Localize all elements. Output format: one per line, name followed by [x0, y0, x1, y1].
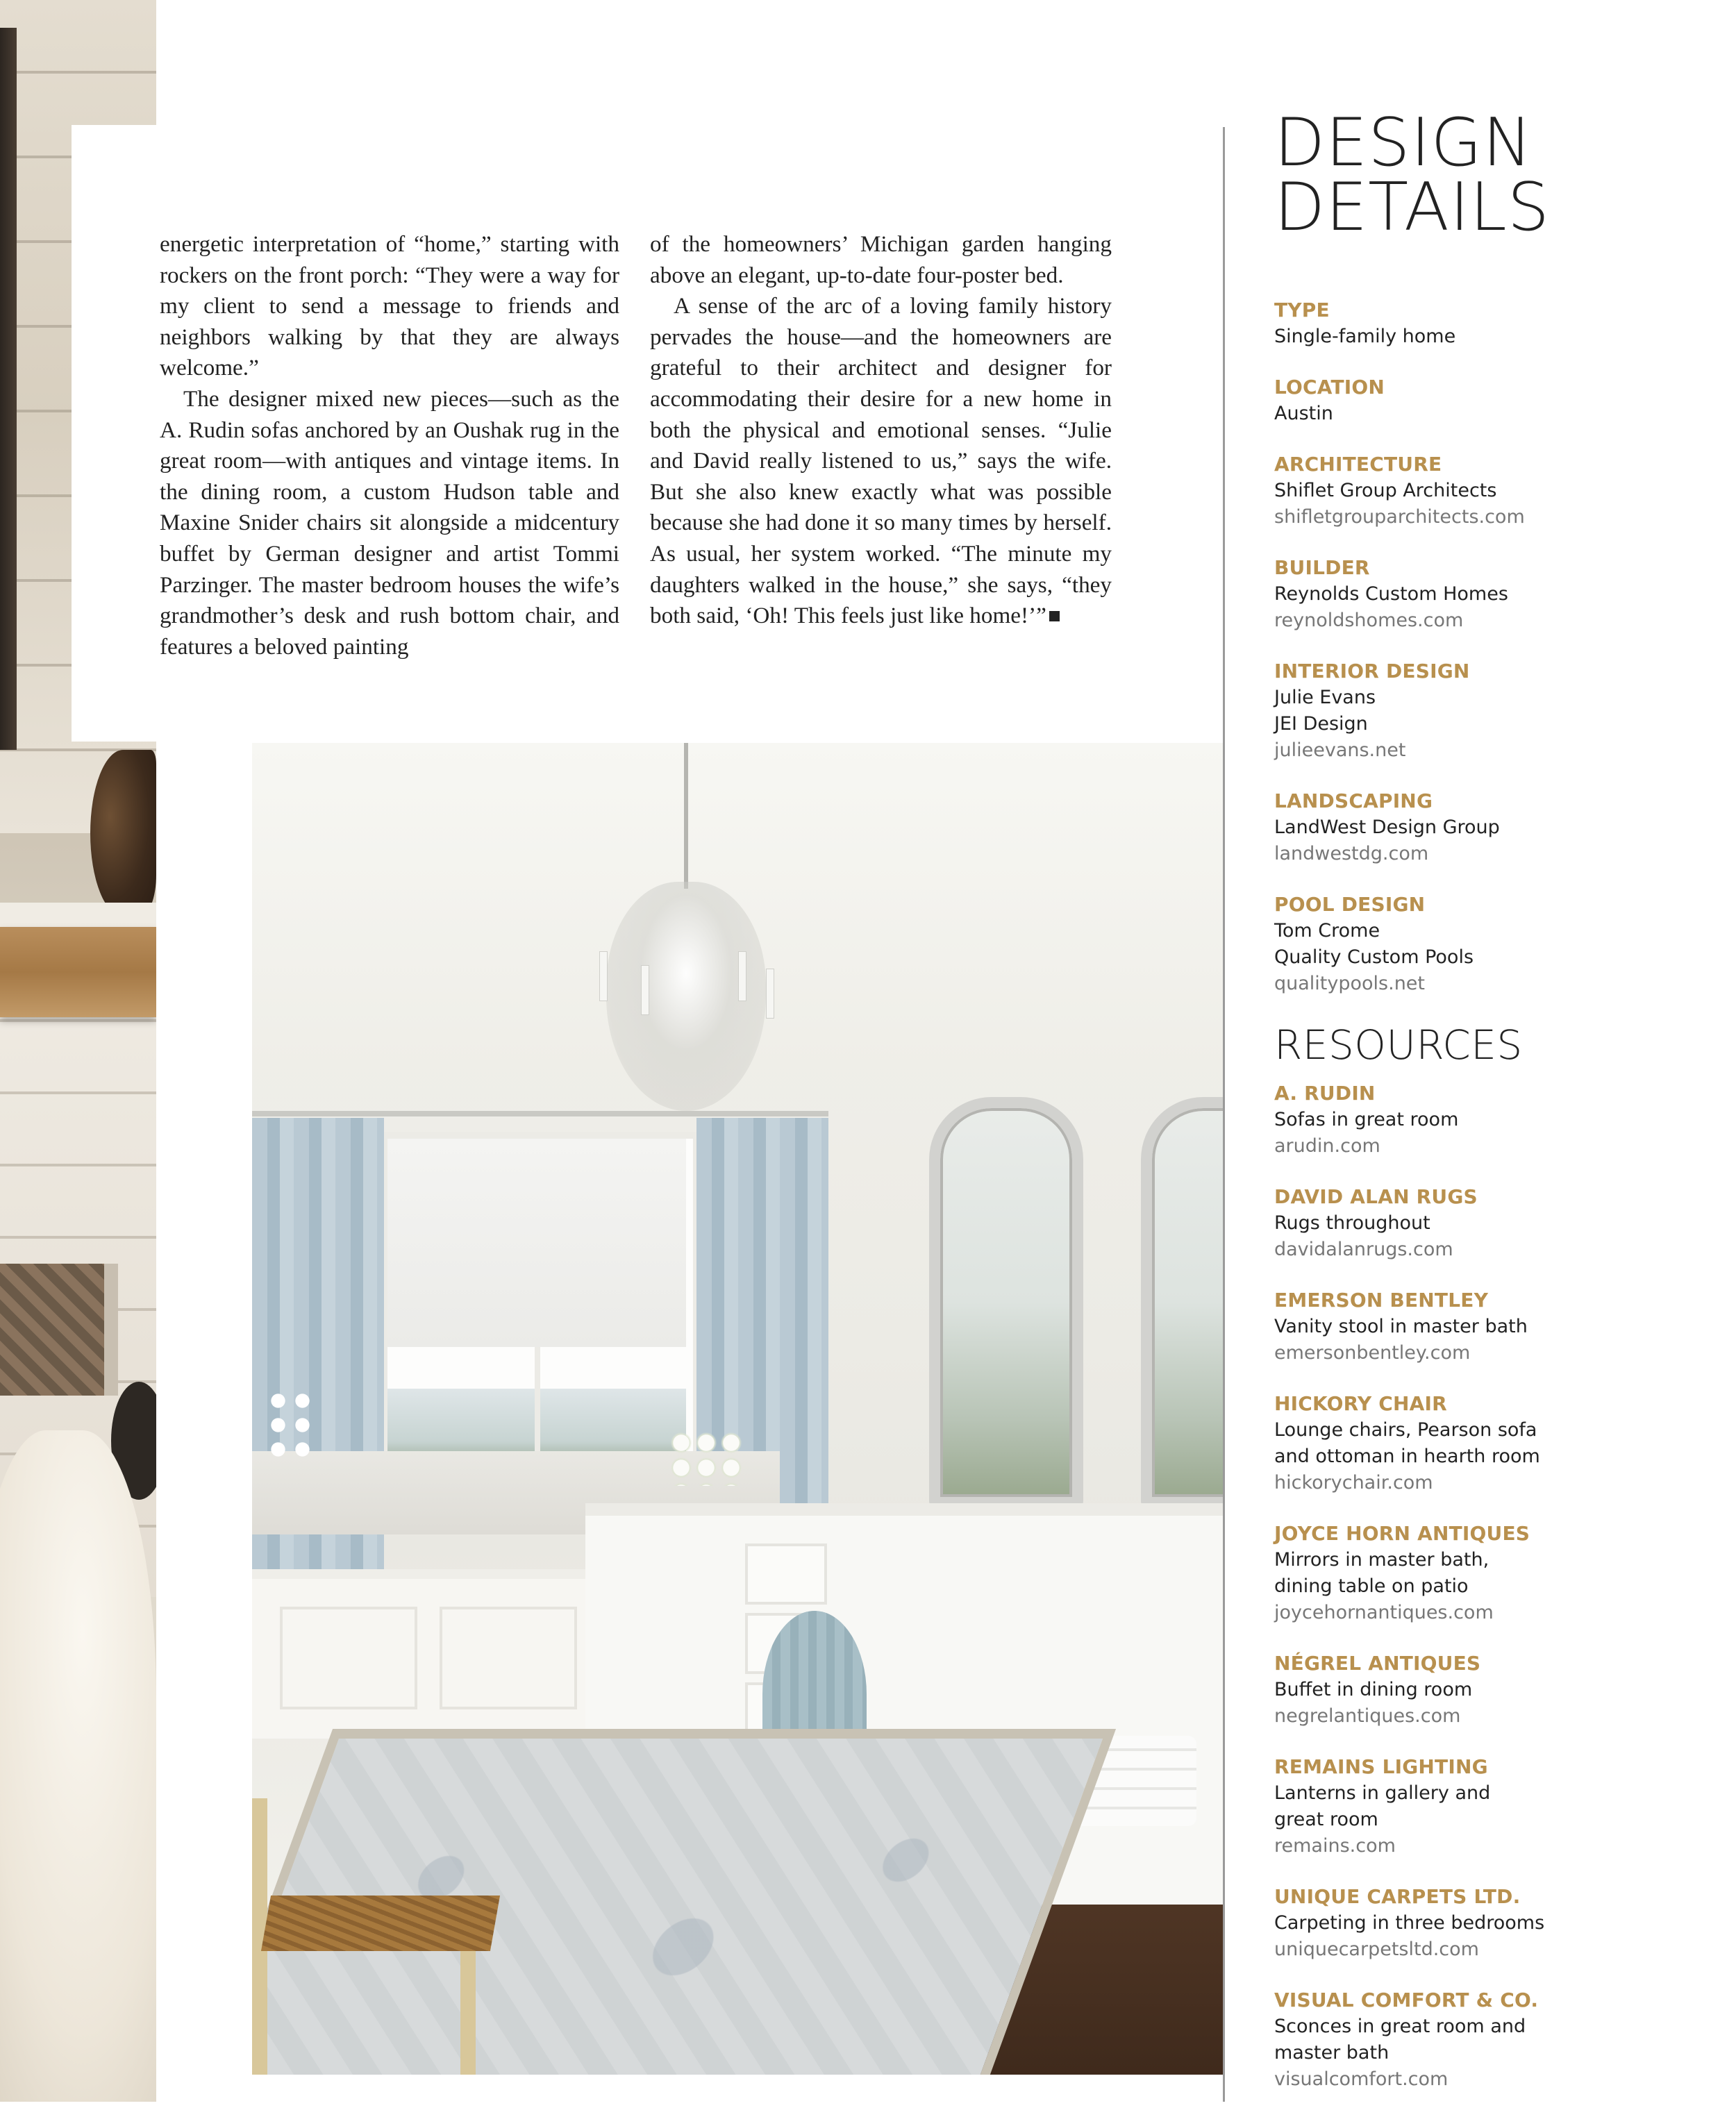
entry-url[interactable]: joycehornantiques.com [1274, 1602, 1494, 1623]
design-details-title [1274, 105, 1719, 246]
article-text-card [72, 125, 1224, 742]
detail-entry [1274, 555, 1719, 634]
candle-arm [641, 965, 649, 1015]
orchid-plant [266, 1389, 315, 1465]
entry-text: Lanterns in gallery and [1274, 1782, 1491, 1804]
design-details-sidebar [1274, 105, 1719, 2117]
resources-title: RESOURCES [1274, 1021, 1523, 1069]
chair-seat [261, 1896, 500, 1951]
master-bath-photo [252, 743, 1223, 2075]
entry-category: INTERIOR DESIGN [1274, 660, 1470, 683]
detail-entry [1274, 1287, 1719, 1366]
column-divider [1223, 127, 1225, 2102]
entry-category: EMERSON BENTLEY [1274, 1289, 1489, 1312]
white-sofa [0, 1430, 156, 2102]
entry-text: Single-family home [1274, 326, 1456, 347]
article-column-1 [160, 229, 619, 662]
entry-url[interactable]: negrelantiques.com [1274, 1705, 1461, 1727]
candle-arm [599, 951, 608, 1001]
entry-text: JEI Design [1274, 713, 1368, 735]
entry-url[interactable]: visualcomfort.com [1274, 2068, 1449, 2090]
entry-category: DAVID ALAN RUGS [1274, 1185, 1478, 1208]
paragraph-text: A sense of the arc of a loving family history pervades the house—and the homeowners are grateful to their architect and designer for accommodating their desire for a new home in both the physical and emotional senses. “Julie and David really listened to us,” says the wife. But she also knew exactly what was possible because she had done it so many times by herself. As usual, her system worked. “The minute my daughters walked in the house,” she says, “they both said, ‘Oh! This feels just like home!’” [650, 293, 1112, 629]
entry-category: LOCATION [1274, 376, 1385, 399]
entry-category: UNIQUE CARPETS LTD. [1274, 1885, 1521, 1908]
candle-arm [738, 951, 746, 1001]
roman-shade [387, 1139, 686, 1347]
entry-text: Sconces in great room and [1274, 2016, 1526, 2037]
entry-text: Carpeting in three bedrooms [1274, 1912, 1545, 1934]
entry-text: Sofas in great room [1274, 1109, 1459, 1130]
detail-entry [1274, 1391, 1719, 1496]
detail-entry [1274, 1521, 1719, 1626]
entry-url[interactable]: davidalanrugs.com [1274, 1239, 1453, 1260]
detail-entry [1274, 1754, 1719, 1859]
entry-url[interactable]: julieevans.net [1274, 739, 1406, 761]
entry-text: Rugs throughout [1274, 1212, 1430, 1234]
detail-entry [1274, 1884, 1719, 1963]
chandelier-chain [684, 743, 688, 889]
entry-url[interactable]: uniquecarpetsltd.com [1274, 1939, 1479, 1960]
candle-arm [766, 969, 774, 1019]
entry-category: HICKORY CHAIR [1274, 1392, 1447, 1415]
curtain-rod [252, 1111, 828, 1116]
entry-category: ARCHITECTURE [1274, 453, 1442, 476]
details-list [1274, 297, 1719, 997]
detail-entry [1274, 658, 1719, 764]
tub-panel [280, 1607, 417, 1709]
entry-url[interactable]: hickorychair.com [1274, 1472, 1433, 1493]
entry-category: REMAINS LIGHTING [1274, 1755, 1488, 1778]
detail-entry [1274, 1184, 1719, 1263]
entry-text: Austin [1274, 403, 1333, 424]
entry-url[interactable]: landwestdg.com [1274, 843, 1429, 864]
herringbone-firebox [0, 1264, 118, 1396]
title-line: DESIGN [1274, 105, 1533, 181]
detail-entry [1274, 1080, 1719, 1160]
entry-text: master bath [1274, 2042, 1389, 2064]
decorative-horn [90, 750, 156, 917]
entry-url[interactable]: reynoldshomes.com [1274, 610, 1464, 631]
paragraph: The designer mixed new pieces—such as the A. Rudin sofas anchored by an Oushak rug in the great room—with antiques and vintage items. In the dining room, a custom Hudson table and Maxine Snider chairs sit alongside a midcentury buffet by German designer and artist Tommi Parzinger. The master bedroom houses the wife’s grandmother’s desk and rush bottom chair, and features a beloved painting [160, 385, 619, 660]
entry-text: Shiflet Group Architects [1274, 480, 1497, 501]
detail-entry [1274, 297, 1719, 350]
entry-url[interactable]: shifletgrouparchitects.com [1274, 506, 1525, 528]
flower-arrangement [669, 1430, 745, 1486]
doorway-shadow [0, 28, 17, 750]
detail-entry [1274, 788, 1719, 867]
paragraph: of the homeowners’ Michigan garden hanging above an elegant, up-to-date four-poster bed. [650, 231, 1112, 288]
entry-url[interactable]: emersonbentley.com [1274, 1342, 1471, 1364]
entry-text: and ottoman in hearth room [1274, 1446, 1540, 1467]
silver-mirror [1141, 1097, 1223, 1508]
entry-category: LANDSCAPING [1274, 789, 1433, 812]
vanity-drawer [745, 1543, 827, 1605]
entry-text: Vanity stool in master bath [1274, 1316, 1528, 1337]
detail-entry [1274, 1650, 1719, 1730]
resources-list [1274, 1080, 1719, 2093]
entry-category: JOYCE HORN ANTIQUES [1274, 1522, 1530, 1545]
detail-entry [1274, 1987, 1719, 2093]
paragraph: energetic interpretation of “home,” starting with rockers on the front porch: “They were a way for my client to send a message to friends and neighbors walking by that they are always welcome.” [160, 231, 619, 381]
entry-category: VISUAL COMFORT & CO. [1274, 1989, 1539, 2011]
title-line: DETAILS [1274, 169, 1551, 246]
wood-mantel [0, 927, 156, 1017]
detail-entry [1274, 892, 1719, 997]
entry-url[interactable]: arudin.com [1274, 1135, 1380, 1157]
silver-mirror [929, 1097, 1083, 1508]
entry-url[interactable]: qualitypools.net [1274, 973, 1426, 994]
paragraph [650, 291, 1112, 632]
entry-category: POOL DESIGN [1274, 893, 1426, 916]
entry-text: great room [1274, 1809, 1378, 1830]
entry-category: A. RUDIN [1274, 1082, 1376, 1105]
entry-text: Buffet in dining room [1274, 1679, 1473, 1700]
entry-category: BUILDER [1274, 556, 1370, 579]
article-column-2 [650, 229, 1112, 632]
entry-text: Mirrors in master bath, [1274, 1549, 1489, 1571]
entry-text: Tom Crome [1274, 920, 1380, 942]
entry-category: TYPE [1274, 299, 1330, 321]
entry-text: Reynolds Custom Homes [1274, 583, 1508, 605]
entry-text: LandWest Design Group [1274, 817, 1500, 838]
rush-seat-chair [252, 1798, 502, 2075]
tub-panel [440, 1607, 577, 1709]
left-curtain [252, 1118, 384, 1625]
entry-category: NÉGREL ANTIQUES [1274, 1652, 1481, 1675]
detail-entry [1274, 374, 1719, 427]
entry-text: Lounge chairs, Pearson sofa [1274, 1419, 1537, 1441]
entry-text: Quality Custom Pools [1274, 946, 1474, 968]
end-mark-icon [1049, 611, 1060, 621]
detail-entry [1274, 451, 1719, 530]
entry-text: dining table on patio [1274, 1575, 1469, 1597]
entry-text: Julie Evans [1274, 687, 1376, 708]
entry-url[interactable]: remains.com [1274, 1835, 1396, 1857]
